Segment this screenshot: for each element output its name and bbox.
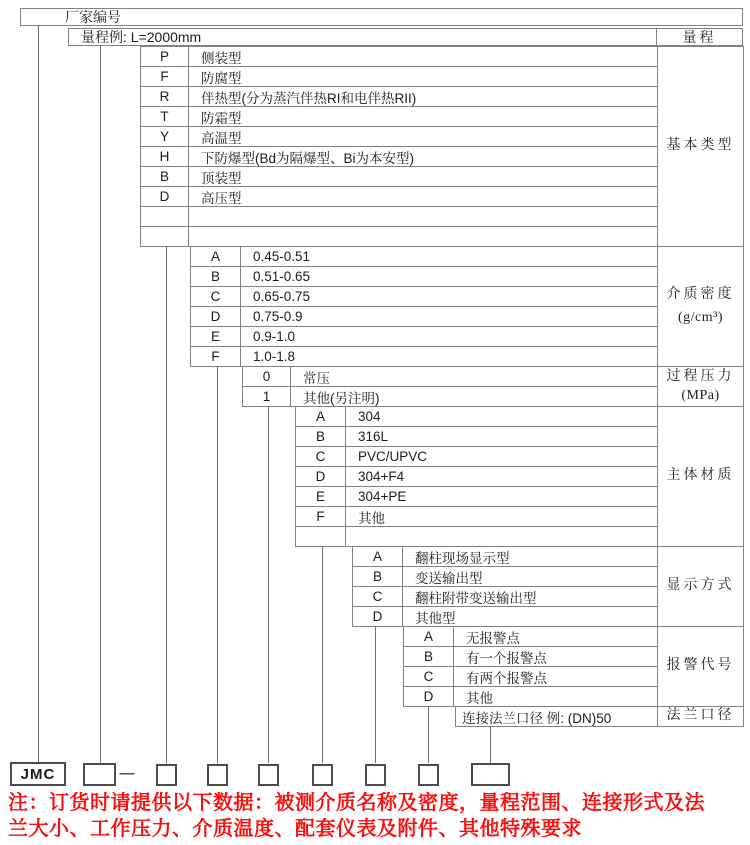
table-row [190,246,658,267]
code-cell: H [141,147,189,166]
desc-cell: 304 [358,409,381,424]
density-label [657,246,744,367]
table-row [140,166,658,187]
range-label: 量程 [656,29,742,45]
flange-table [455,706,658,727]
desc-cell: 其他 [358,510,385,526]
code-cell: Y [141,127,189,146]
desc-cell: 防霜型 [201,110,242,126]
table-row [455,706,658,727]
code-cell: D [141,187,189,206]
table-row [352,586,658,607]
code-cell: F [141,67,189,86]
desc-cell: 常压 [303,370,330,386]
code-cell: C [191,287,241,306]
dash-separator [117,762,137,785]
code-cell: B [191,267,241,286]
desc-cell: 其他(另注明) [303,390,380,406]
pressure-label [657,366,744,407]
code-cell [141,207,189,226]
code-cell: E [296,487,346,506]
table-row [403,626,658,647]
connector-line-material [322,546,323,763]
range-example-text: 量程例: L=2000mm [81,29,202,45]
label-text: 主体材质 [666,468,735,484]
desc-cell: 1.0-1.8 [253,349,296,364]
code-cell: D [296,467,346,486]
code-cell: A [353,547,403,566]
desc-cell: 其他型 [415,610,456,626]
desc-cell: 有一个报警点 [466,650,547,666]
connector-line-pressure [268,406,269,763]
table-row [295,406,658,427]
desc-cell: 0.9-1.0 [253,329,296,344]
code-cell: D [191,307,241,326]
table-row [295,446,658,467]
code-cell: B [296,427,346,446]
table-row [140,146,658,167]
desc-cell: 无报警点 [466,630,520,646]
alarm-code-box [418,764,439,786]
code-cell: 0 [243,367,291,386]
code-cell: C [353,587,403,606]
code-cell: E [191,327,241,346]
desc-cell: 变送输出型 [415,570,483,586]
table-row [295,466,658,487]
display-label [657,546,744,627]
desc-cell: 下防爆型(Bd为隔爆型、Bi为本安型) [201,150,415,166]
desc-cell: 侧装型 [201,50,242,66]
desc-cell: 316L [358,429,389,444]
code-cell: C [404,667,454,686]
connector-line-density [217,366,218,763]
connector-line-flange [490,726,491,763]
alarm-label [657,626,744,707]
pressure-code-box [258,764,279,786]
table-row [295,486,658,507]
alarm-table [403,626,658,707]
desc-cell: 防腐型 [201,70,242,86]
desc-cell: PVC/UPVC [358,449,428,464]
table-row [190,346,658,367]
basic-type-table [140,46,658,247]
display-table [352,546,658,627]
code-cell: A [191,247,241,266]
code-cell: C [296,447,346,466]
code-cell: B [141,167,189,186]
table-row [140,186,658,207]
label-text: 显示方式 [666,578,735,594]
table-row [140,86,658,107]
label-text: 介质密度 [666,287,735,303]
table-row [403,666,658,687]
range-row [68,28,743,46]
table-row [140,106,658,127]
desc-cell: 304+PE [358,489,407,504]
range-code-box [83,763,116,786]
code-cell: 1 [243,387,291,406]
table-row [140,126,658,147]
table-row [190,286,658,307]
table-row [352,546,658,567]
display-code-box [365,764,386,786]
table-row [190,266,658,287]
desc-cell: 0.65-0.75 [253,289,311,304]
desc-cell: 翻柱附带变送输出型 [415,590,537,606]
desc-cell: 0.45-0.51 [253,249,311,264]
connector-line-alarm [428,706,429,763]
table-row [242,386,658,407]
desc-cell: 伴热型(分为蒸汽伴热RI和电伴热RII) [201,90,417,106]
pressure-table [242,366,658,407]
desc-cell [346,527,657,546]
desc-cell [189,227,657,246]
connector-line-display [375,626,376,763]
code-cell: T [141,107,189,126]
code-cell: F [191,347,241,366]
label-unit: (g/cm³) [677,309,723,325]
code-cell: A [404,627,454,646]
code-cell: B [404,647,454,666]
desc-cell: 高温型 [201,130,242,146]
table-row [403,646,658,667]
table-row [403,686,658,707]
desc-cell: 高压型 [201,190,242,206]
connector-line-range [100,45,101,763]
material-code-box [312,764,333,786]
table-row [190,306,658,327]
basic-code-box [156,764,177,786]
desc-cell: 有两个报警点 [466,670,547,686]
table-row [352,566,658,587]
basic-type-label [657,46,744,247]
desc-cell: 304+F4 [358,469,405,484]
desc-cell [189,207,657,226]
connector-line-factory [38,25,39,763]
label-unit: (MPa) [681,387,720,403]
table-row [242,366,658,387]
table-row [295,426,658,447]
desc-cell: 顶装型 [201,170,242,186]
material-table [295,406,658,547]
code-cell: B [353,567,403,586]
desc-cell: 0.75-0.9 [253,309,303,324]
model-code-text: JMC [20,765,56,783]
flange-code-box [471,763,510,786]
model-code-box [10,762,66,786]
label-text: 过程压力 [666,368,735,384]
table-row-empty [140,226,658,247]
material-label [657,406,744,547]
table-row-empty [140,206,658,227]
table-row [140,46,658,67]
table-row [140,66,658,87]
code-cell [296,527,346,546]
code-cell: A [296,407,346,426]
code-cell: P [141,47,189,66]
flange-label [657,706,744,727]
code-cell: D [353,607,403,626]
table-row [352,606,658,627]
desc-cell: 其他 [466,690,493,706]
code-cell: F [296,507,346,526]
factory-number-cell [20,8,743,26]
code-cell: D [404,687,454,706]
density-table [190,246,658,367]
connector-line-basic [166,246,167,763]
table-row-empty [295,526,658,547]
desc-cell: 0.51-0.65 [253,269,311,284]
density-code-box [207,764,228,786]
label-text: 基本类型 [666,138,735,154]
code-cell [141,227,189,246]
dash-text: — [119,765,135,782]
table-row [190,326,658,347]
label-text: 法兰口径 [666,708,735,724]
desc-cell: 翻柱现场显示型 [415,550,510,566]
factory-number-label: 厂家编号 [65,9,121,25]
flange-spec-cell: 连接法兰口径 例: (DN)50 [462,710,612,726]
ordering-note: 注：订货时请提供以下数据：被测介质名称及密度，量程范围、连接形式及法兰大小、工作压力、介质温度、配套仪表及附件、其他特殊要求 [8,792,705,840]
code-cell: R [141,87,189,106]
table-row [295,506,658,527]
label-text: 报警代号 [666,658,735,674]
